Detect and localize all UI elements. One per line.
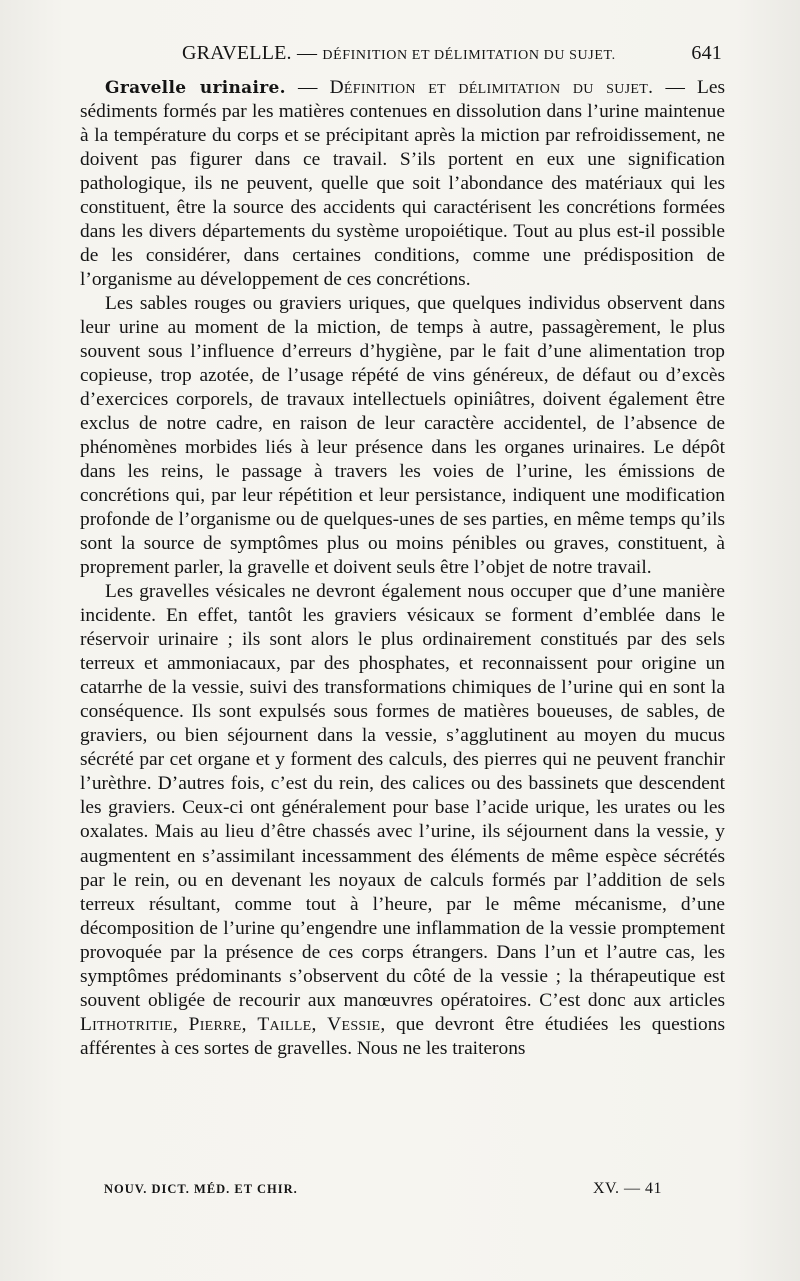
cross-reference-vessie: Vessie [327, 1013, 381, 1035]
paragraph-3-text: Les gravelles vésicales ne devront également nous occuper que d’une manière incidente. En effet, tantôt les graviers vésicaux se forment d’emblée dans le réservoir urinaire ; ils sont alors le plus ordinairement constitués par des sels terreux et ammoniacaux, par des phosphates, et reconnaissent pour origine un catarrhe de la vessie, suivi des transformations chimiques de l’urine qui en sont la conséquence. Ils sont expulsés sous formes de matières boueuses, de sables, de graviers, ou bien séjournent dans la vessie, s’agglutinent au moyen du mucus sécrété par cet organe et y forment des calculs, des pierres qui ne peuvent franchir l’urèthre. D’autres fois, c’est du rein, des calices ou des bassinets que descendent les graviers. Ceux-ci ont généralement pour base l’acide urique, les urates ou les oxalates. Mais au lieu d’être chassés avec l’urine, ils séjournent dans la vessie, y augmentent en s’assimilant incessamment des éléments de même espèce sécrétés par le rein, ou en devenant les noyaux de calculs formés par l’addition de sels terreux résultant, comme tout à l’heure, par le même mécanisme, d’une décomposition de l’urine qu’engendre une inflammation de la vessie promptement provoquée par la présence de ces corps étrangers. Dans l’un et l’autre cas, les symptômes prédominants s’observent du côté de la vessie ; la thérapeutique est souvent obligée de recourir aux manœuvres opératoires. C’est donc aux articles [80, 581, 725, 1011]
cross-reference-taille: Taille [257, 1013, 312, 1035]
running-head-subtitle: DÉFINITION ET DÉLIMITATION DU SUJET. [322, 48, 616, 63]
reference-separator: , [172, 1013, 189, 1035]
reference-separator: , [311, 1013, 328, 1035]
paragraph-3-end: , que devront être étudiées les questions afférentes à ces sortes de gravelles. Nous ne les traiterons [80, 1013, 725, 1059]
article-body [80, 76, 725, 1061]
page-number: 641 [691, 42, 722, 64]
cross-reference-pierre: Pierre [188, 1013, 242, 1035]
paragraph-2: Les sables rouges ou graviers uriques, que quelques individus observent dans leur urine au moment de la miction, de temps à autre, passagèrement, le plus souvent sous l’influence d’erreurs d’hygiène, par le fait d’une alimentation trop copieuse, trop azotée, de l’usage répété de vins généreux, de défaut ou d’excès d’exercices corporels, de travaux intellectuels opiniâtres, doivent également être exclus de notre cadre, en raison de leur caractère accidentel, de l’absence de phénomènes morbides liés à leur présence dans les organes urinaires. Le dépôt dans les reins, le passage à travers les voies de l’urine, les émissions de concrétions qui, par leur répétition et leur persistance, indiquent une modification profonde de l’organisme ou de quelques-unes de ses parties, en même temps qu’ils sont la source de symptômes plus ou moins pénibles ou graves, constituent, à proprement parler, la gravelle et doivent seuls être l’objet de notre travail. [80, 293, 725, 579]
paragraph-1 [80, 76, 725, 292]
cross-reference-lithotritie: Lithotritie [80, 1013, 173, 1035]
footer-publication: NOUV. DICT. MÉD. ET CHIR. [104, 1182, 298, 1196]
reference-separator: , [241, 1013, 258, 1035]
running-head-dash: — [291, 42, 323, 64]
page-footer [104, 1182, 662, 1202]
section-heading: Définition et délimitation du sujet. [329, 77, 654, 98]
running-head-word: GRAVELLE. [182, 42, 292, 64]
section-lead-tail: — Les [653, 77, 725, 98]
footer-volume-signature: XV. — 41 [592, 1180, 662, 1197]
running-head [108, 42, 722, 68]
paragraph-3 [80, 580, 725, 1060]
section-lead-term: Gravelle urinaire. [105, 78, 286, 98]
paragraph-1-text: sédiments formés par les matières contenues en dissolution dans l’urine maintenue à la température du corps et se précipitant après la miction par refroidissement, ne doivent pas figurer dans ce travail. S’ils portent en eux une signification pathologique, ils ne peuvent, quelle que soit l’abondance des matériaux qui les constituent, être la source des accidents qui caractérisent les concrétions formées dans les divers départements du système uropoiétique. Tout au plus est-il possible de les considérer, dans certaines conditions, comme une prédisposition de l’organisme au développement de ces concrétions. [80, 101, 725, 291]
section-lead-dash: — [285, 77, 330, 98]
running-head-title [182, 42, 616, 65]
